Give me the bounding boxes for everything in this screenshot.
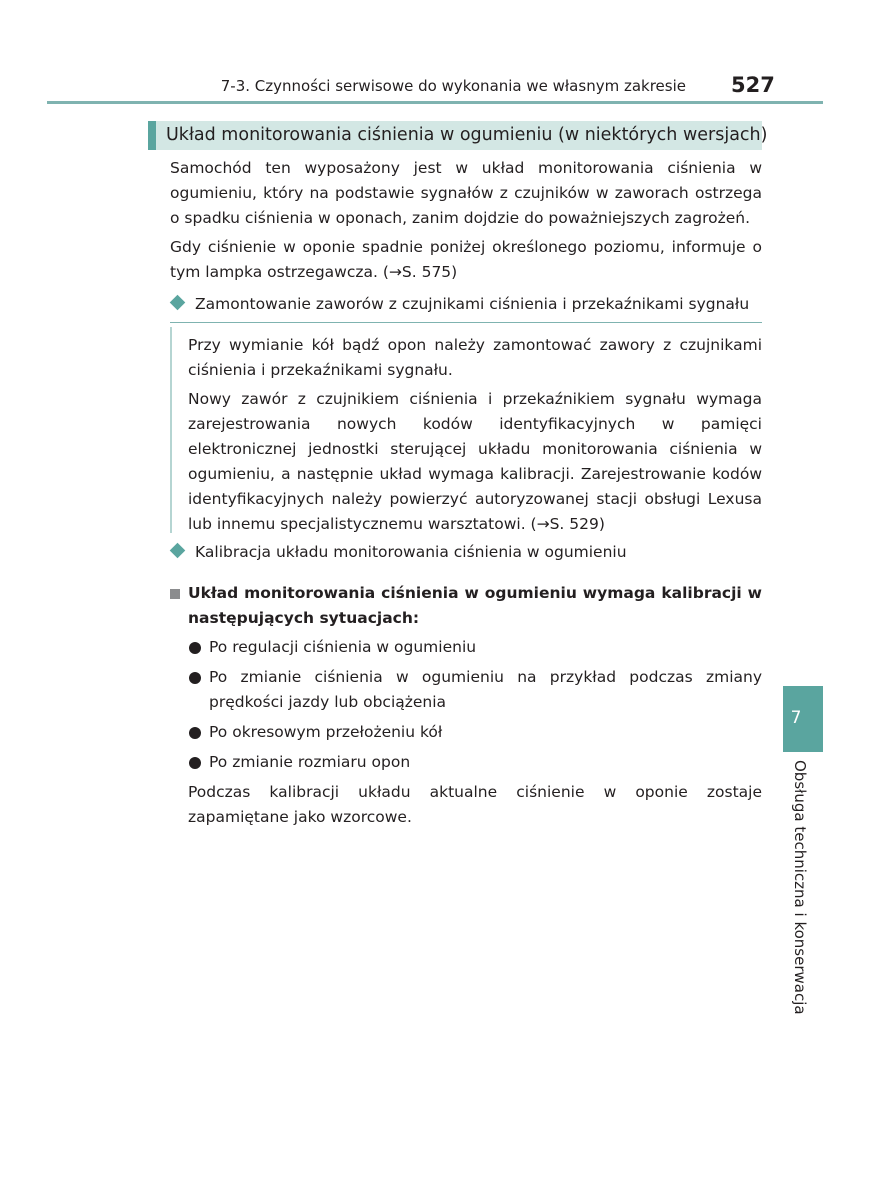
bullet-dot-icon bbox=[189, 642, 201, 654]
bullet-dot-icon bbox=[189, 757, 201, 769]
subsection-heading bbox=[170, 295, 749, 313]
subsection-heading bbox=[170, 543, 627, 561]
calibration-heading: Układ monitorowania ciśnienia w ogumieniu wymaga kalibracji w następujących sytuacjach: bbox=[188, 584, 762, 627]
chapter-tab-label: Obsługa techniczna i konserwacja bbox=[791, 760, 809, 1015]
bullet-dot-icon bbox=[189, 727, 201, 739]
body-paragraph: Nowy zawór z czujnikiem ciśnienia i przekaźnikiem sygnału wymaga zarejestrowania nowych kodów identyfikacyjnych w pamięci elektronicznej jednostki sterującej układu monitorowania ciśnienia w ogumieniu, a następnie układ wymaga kalibracji. Zarejestrowanie kodów identyfikacyjnych należy powierzyć autoryzowanej stacji obsługi Lexusa lub innemu specjalistycznemu warsztatowi. (→S. 529) bbox=[188, 390, 762, 533]
calibration-block bbox=[170, 581, 762, 830]
header-rule bbox=[47, 101, 823, 104]
list-item: Po okresowym przełożeniu kół bbox=[188, 720, 762, 745]
bullet-dot-icon bbox=[189, 672, 201, 684]
intro-text bbox=[170, 156, 762, 289]
chapter-title: 7-3. Czynności serwisowe do wykonania we własnym zakresie bbox=[220, 77, 686, 95]
section-title-bar bbox=[148, 121, 768, 150]
calibration-list bbox=[188, 635, 762, 775]
section-title: Układ monitorowania ciśnienia w ogumieniu (w niektórych wersjach) bbox=[166, 125, 768, 145]
list-item: Po zmianie rozmiaru opon bbox=[188, 750, 762, 775]
subsection-rule bbox=[170, 322, 762, 323]
subsection-title: Kalibracja układu monitorowania ciśnienia w ogumieniu bbox=[195, 543, 627, 561]
closing-paragraph: Podczas kalibracji układu aktualne ciśnienie w oponie zostaje zapamiętane jako wzorcowe. bbox=[188, 783, 762, 826]
list-item: Po zmianie ciśnienia w ogumieniu na przykład podczas zmiany prędkości jazdy lub obciążenia bbox=[188, 665, 762, 715]
square-bullet-icon bbox=[170, 589, 180, 599]
intro-paragraph: Samochód ten wyposażony jest w układ monitorowania ciśnienia w ogumieniu, który na podstawie sygnałów z czujników w zaworach ostrzega o spadku ciśnienia w oponach, zanim dojdzie do poważniejszych zagrożeń. bbox=[170, 159, 762, 227]
indent-rule bbox=[170, 327, 172, 533]
page-number: 527 bbox=[731, 73, 775, 97]
chapter-tab bbox=[783, 686, 823, 752]
diamond-bullet-icon bbox=[170, 543, 186, 559]
intro-paragraph: Gdy ciśnienie w oponie spadnie poniżej określonego poziomu, informuje o tym lampka ostrzegawcza. (→S. 575) bbox=[170, 238, 762, 281]
subsection-title: Zamontowanie zaworów z czujnikami ciśnienia i przekaźnikami sygnału bbox=[195, 295, 750, 313]
body-paragraph: Przy wymianie kół bądź opon należy zamontować zawory z czujnikami ciśnienia i przekaźnikami sygnału. bbox=[188, 336, 762, 379]
diamond-bullet-icon bbox=[170, 295, 186, 311]
chapter-tab-number: 7 bbox=[790, 708, 802, 728]
list-item: Po regulacji ciśnienia w ogumieniu bbox=[188, 635, 762, 660]
subsection-body bbox=[188, 333, 762, 541]
